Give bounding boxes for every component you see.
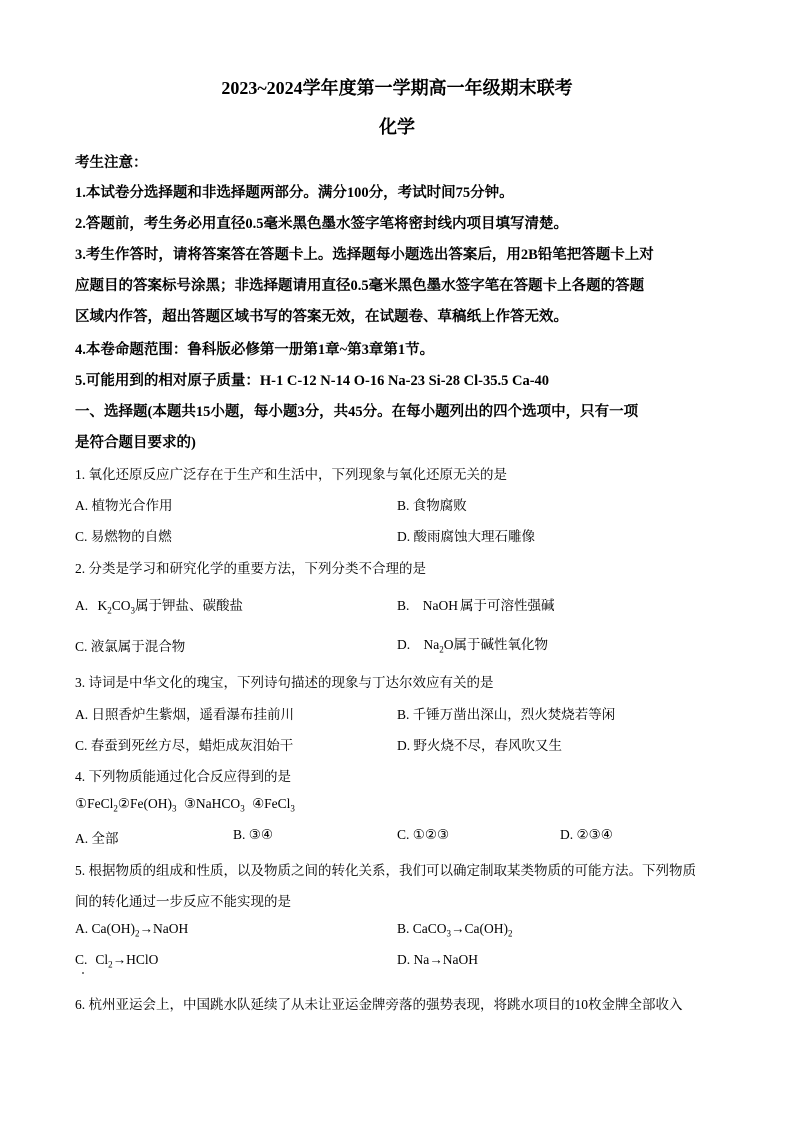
notice-line: 3.考生作答时，请将答案答在答题卡上。选择题每小题选出答案后，用2B铅笔把答题卡上对 [75,247,654,263]
formula: $Na_2O$ [423,637,454,655]
formula: NaOH [422,598,459,613]
section-heading-cont: 是符合题目要求的) [75,435,196,451]
option-d [397,633,548,655]
question-stem: 5. 根据物质的组成和性质，以及物质之间的转化关系，我们可以确定制取某类物质的可能方法。下列物质 [75,863,696,878]
option-a [75,594,243,616]
option-a: A. $Ca(OH)_2\to NaOH$ [75,921,189,939]
option-d: D. ②③④ [560,827,613,842]
option-c: C. ①②③ [397,827,450,842]
option-text: 属于可溶性强碱 [460,598,555,613]
option-d: D. 酸雨腐蚀大理石雕像 [397,529,535,544]
notice-line: 应题目的答案标号涂黑；非选择题请用直径0.5毫米黑色墨水签字笔在答题卡上各题的答题 [75,278,645,294]
notice-line: 2.答题前，考生务必用直径0.5毫米黑色墨水签字笔将密封线内项目填写清楚。 [75,216,568,232]
stray-dot [82,972,84,974]
notice-line: 1.本试卷分选择题和非选择题两部分。满分100分，考试时间75分钟。 [75,185,514,201]
question-stem: 3. 诗词是中华文化的瑰宝，下列诗句描述的现象与丁达尔效应有关的是 [75,675,494,690]
question-stem: 6. 杭州亚运会上，中国跳水队延续了从未让亚运金牌旁落的强势表现，将跳水项目的10枚金牌全部收入 [75,997,683,1012]
option-b: B. ③④ [233,827,273,842]
option-text: 属于钾盐、碳酸盐 [135,598,244,613]
option-b: B. 千锤万凿出深山，烈火焚烧若等闲 [397,707,616,722]
option-c: C. 易燃物的自燃 [75,529,172,544]
option-b: B. 食物腐败 [397,498,467,513]
notice-line: 5.可能用到的相对原子质量：H-1 C-12 N-14 O-16 Na-23 Si-28 Cl-35.5 Ca-40 [75,373,550,389]
option-a: A. 植物光合作用 [75,498,173,513]
section-heading: 一、选择题(本题共15小题，每小题3分，共45分。在每小题列出的四个选项中，只有一项 [75,404,639,420]
option-a: A. 全部 [75,831,119,846]
notice-line: 区域内作答，超出答题区域书写的答案无效，在试题卷、草稿纸上作答无效。 [75,309,568,325]
option-d: D. Na→NaOH [397,952,478,967]
option-c: C. $Cl_2\to HClO$ [75,952,159,970]
option-text: 属于碱性氧化物 [453,637,548,652]
option-a: A. 日照香炉生紫烟，遥看瀑布挂前川 [75,707,294,722]
notice-line: 4.本卷命题范围：鲁科版必修第一册第1章~第3章第1节。 [75,342,435,358]
option-label: B. [397,598,410,613]
option-label: D. [397,637,411,652]
question-stem: 2. 分类是学习和研究化学的重要方法，下列分类不合理的是 [75,561,426,576]
subject-title: 化学 [379,117,415,137]
item-list: $①FeCl_2②Fe(OH)_3$ ③NaHCO$_3$ ④FeCl$_3$ [75,796,295,814]
formula: $K_2CO_3$ [97,598,136,616]
option-label: A. [75,598,89,613]
exam-title: 2023~2024学年度第一学期高一年级期末联考 [221,78,573,98]
option-d: D. 野火烧不尽，春风吹又生 [397,738,562,753]
option-b [397,594,555,614]
notice-heading: 考生注意： [75,155,148,171]
option-b: B. $CaCO_3\to Ca(OH)_2$ [397,921,513,939]
option-c: C. 液氯属于混合物 [75,639,186,654]
option-c: C. 春蚕到死丝方尽，蜡炬成灰泪始干 [75,738,294,753]
question-stem: 4. 下列物质能通过化合反应得到的是 [75,769,291,784]
question-stem-cont: 间的转化通过一步反应不能实现的是 [75,894,291,909]
question-stem: 1. 氧化还原反应广泛存在于生产和生活中，下列现象与氧化还原无关的是 [75,467,507,482]
